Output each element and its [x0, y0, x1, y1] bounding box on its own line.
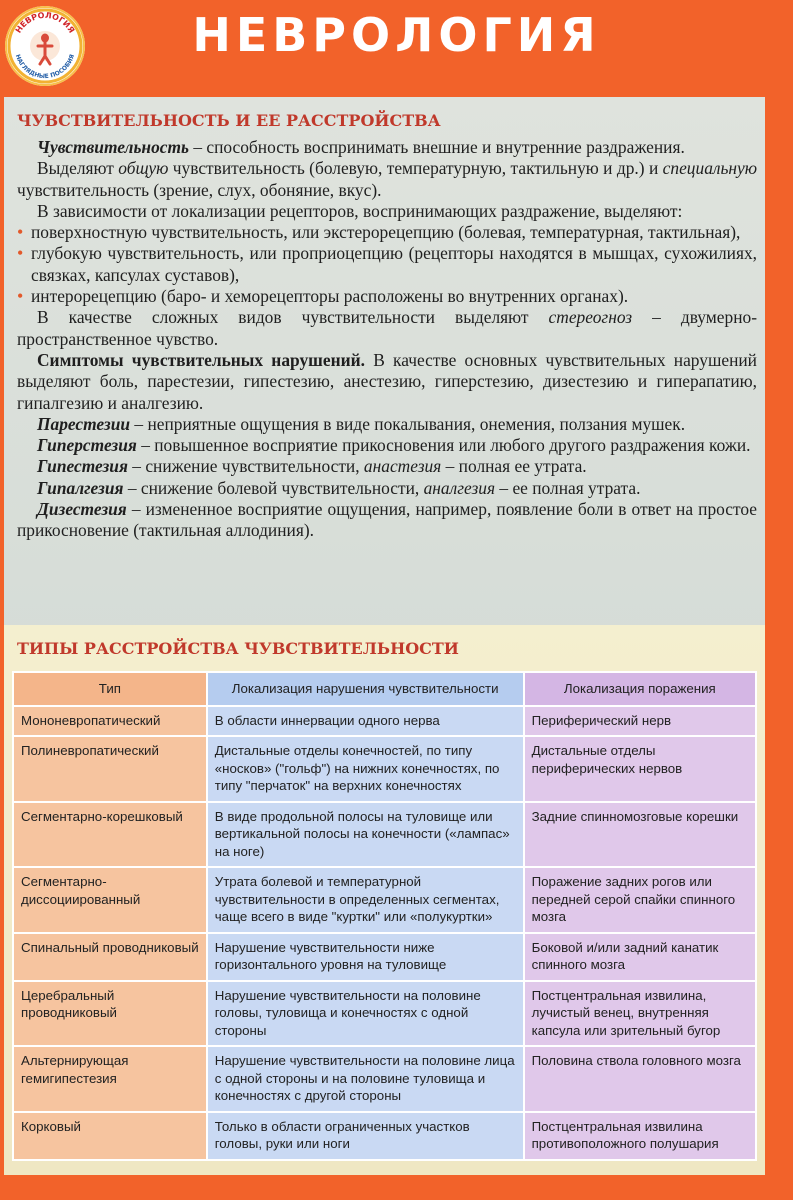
paragraph: Симптомы чувствительных нарушений. В качестве основных чувствительных нарушений выделяют боль, парестезии, гипестезию, анестезию, гиперстезию, дизестезию и гиперапатию, гипалгезию и аналгезию.: [17, 349, 757, 413]
cell-type: Церебральный проводниковый: [13, 981, 207, 1047]
cell-localization: Утрата болевой и температурной чувствительности в определенных сегментах, чаще всего в виде "куртки" или «полукуртки»: [207, 867, 524, 933]
sensitivity-text: [17, 137, 757, 542]
paragraph: Гипалгезия – снижение болевой чувствительности, аналгезия – ее полная утрата.: [37, 477, 641, 498]
cell-type: Сегментарно-диссоциированный: [13, 867, 207, 933]
column-header-lesion: Локализация поражения: [524, 672, 756, 706]
column-header-type: Тип: [13, 672, 207, 706]
types-table: [12, 671, 757, 1161]
cell-type: Альтернирующая гемигипестезия: [13, 1046, 207, 1112]
paragraph: В зависимости от локализации рецепторов, воспринимающих раздражение, выделяют:: [37, 200, 683, 221]
page-title: НЕВРОЛОГИЯ: [192, 8, 601, 62]
table-row: [13, 736, 756, 802]
cell-lesion: Боковой и/или задний канатик спинного мозга: [524, 933, 756, 981]
table-row: [13, 1046, 756, 1112]
table-row: [13, 706, 756, 737]
cell-lesion: Поражение задних рогов или передней серой спайки спинного мозга: [524, 867, 756, 933]
cell-lesion: Половина ствола головного мозга: [524, 1046, 756, 1112]
paragraph: Дизестезия – измененное восприятие ощущения, например, появление боли в ответ на простое прикосновение (тактильная аллодиния).: [17, 499, 757, 541]
types-section: [4, 625, 765, 1175]
table-row: [13, 1112, 756, 1160]
content-panel: [4, 97, 765, 1175]
cell-localization: Дистальные отделы конечностей, по типу «носков» ("гольф") на нижних конечностях, по типу "перчаток" на верхних конечностях: [207, 736, 524, 802]
paragraph: В качестве сложных видов чувствительности выделяют стереогноз – двумерно-пространственное чувство.: [17, 307, 757, 349]
column-header-localization: Локализация нарушения чувствительности: [207, 672, 524, 706]
cell-lesion: Задние спинномозговые корешки: [524, 802, 756, 868]
cell-type: Мононевропатический: [13, 706, 207, 737]
bullet-item: • поверхностную чувствительность, или экстерорецепцию (болевая, температурная, тактильная),: [17, 222, 757, 243]
cell-type: Сегментарно-корешковый: [13, 802, 207, 868]
paragraph: Выделяют общую чувствительность (болевую, температурную, тактильную и др.) и специальную чувствительность (зрение, слух, обоняние, вкус).: [17, 158, 757, 200]
table-row: [13, 802, 756, 868]
cell-localization: Только в области ограниченных участков головы, руки или ноги: [207, 1112, 524, 1160]
paragraph: Парестезии – неприятные ощущения в виде покалывания, онемения, ползания мушек.: [37, 413, 686, 434]
paragraph: Гипестезия – снижение чувствительности, анастезия – полная ее утрата.: [37, 456, 587, 477]
table-row: [13, 867, 756, 933]
cell-localization: В виде продольной полосы на туловище или вертикальной полосы на конечности («лампас» на ноге): [207, 802, 524, 868]
logo-arc-bottom: НАГЛЯДНЫЕ ПОСОБИЯ: [13, 53, 77, 81]
cell-localization: Нарушение чувствительности на половине головы, туловища и конечностях с одной стороны: [207, 981, 524, 1047]
cell-lesion: Периферический нерв: [524, 706, 756, 737]
cell-type: Полиневропатический: [13, 736, 207, 802]
table-row: [13, 933, 756, 981]
cell-type: Спинальный проводниковый: [13, 933, 207, 981]
bullet-item: • глубокую чувствительность, или проприоцепцию (рецепторы находятся в мышцах, сухожилиях, связках, капсулах суставов),: [17, 243, 757, 286]
cell-localization: В области иннервации одного нерва: [207, 706, 524, 737]
table-row: [13, 981, 756, 1047]
cell-localization: Нарушение чувствительности ниже горизонтального уровня на туловище: [207, 933, 524, 981]
section-title-sensitivity: ЧУВСТВИТЕЛЬНОСТЬ И ЕЕ РАССТРОЙСТВА: [17, 111, 441, 130]
cell-type: Корковый: [13, 1112, 207, 1160]
cell-localization: Нарушение чувствительности на половине лица с одной стороны и на половине туловища и конечностях с другой стороны: [207, 1046, 524, 1112]
cell-lesion: Дистальные отделы периферических нервов: [524, 736, 756, 802]
bullet-item: • интерорецепцию (баро- и хеморецепторы расположены во внутренних органах).: [17, 286, 757, 307]
logo-arc-top: НЕВРОЛОГИЯ: [13, 10, 77, 35]
section-title-types: ТИПЫ РАССТРОЙСТВА ЧУВСТВИТЕЛЬНОСТИ: [17, 639, 459, 658]
paragraph: Чувствительность – способность воспринимать внешние и внутренние раздражения.: [37, 137, 685, 157]
cell-lesion: Постцентральная извилина, лучистый венец, внутренняя капсула или зрительный бугор: [524, 981, 756, 1047]
table-header-row: [13, 672, 756, 706]
paragraph: Гиперстезия – повышенное восприятие прикосновения или любого другого раздражения кожи.: [37, 435, 751, 456]
cell-lesion: Постцентральная извилина противоположного полушария: [524, 1112, 756, 1160]
